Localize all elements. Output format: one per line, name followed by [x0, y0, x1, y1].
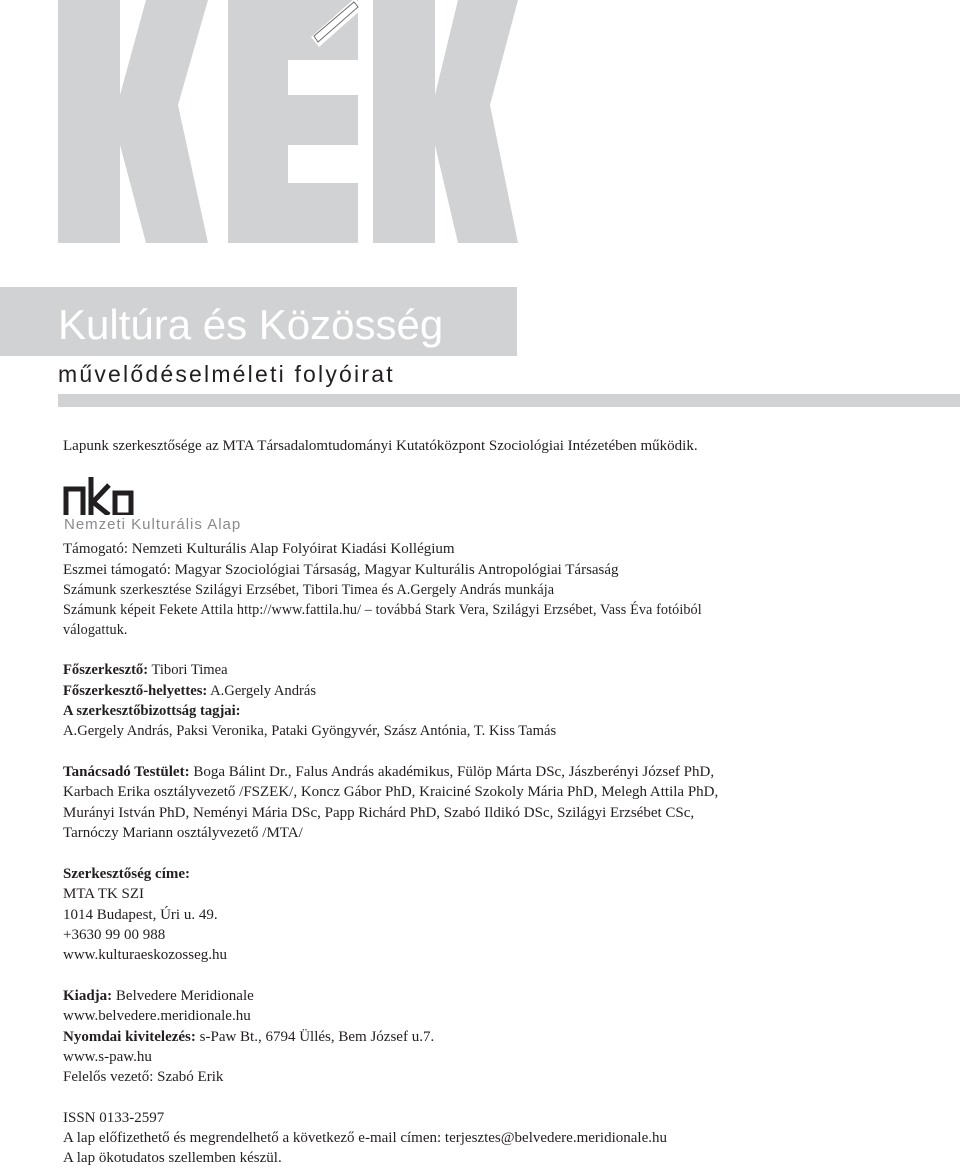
- address-label: Szerkesztőség címe:: [63, 866, 191, 882]
- intro-text: Lapunk szerkesztősége az MTA Társadalomtudományi Kutatóközpont Szociológiai Intézetében működik.: [63, 438, 698, 454]
- divider-bar: [58, 394, 960, 407]
- eco-note: A lap ökotudatos szellemben készül.: [63, 1150, 282, 1166]
- printer: Nyomdai kivitelezés: s-Paw Bt., 6794 Üllés, Bem József u.7.: [63, 1029, 435, 1045]
- address-line: MTA TK SZI: [63, 886, 145, 902]
- support-line: Számunk szerkesztése Szilágyi Erzsébet, Tibori Timea és A.Gergely András munkája: [63, 582, 555, 598]
- publisher-website: www.belvedere.meridionale.hu: [63, 1008, 251, 1024]
- kek-logo: [58, 0, 518, 243]
- address-website: www.kulturaeskozosseg.hu: [63, 947, 227, 963]
- nka-logo-icon: [63, 475, 135, 515]
- issn: ISSN 0133-2597: [63, 1110, 165, 1126]
- advisory-board: Tanácsadó Testület: Boga Bálint Dr., Falus András akadémikus, Fülöp Márta DSc, Jászberényi József PhD,: [63, 764, 715, 780]
- printer-website: www.s-paw.hu: [63, 1049, 152, 1065]
- journal-title: Kultúra és Közösség: [58, 301, 444, 348]
- address-line: 1014 Budapest, Úri u. 49.: [63, 907, 218, 923]
- deputy-editor: Főszerkesztő-helyettes: A.Gergely András: [63, 683, 317, 699]
- nka-name: Nemzeti Kulturális Alap: [64, 516, 242, 533]
- support-line: Eszmei támogató: Magyar Szociológiai Társaság, Magyar Kulturális Antropológiai Társaság: [63, 562, 619, 578]
- advisory-line: Tarnóczy Mariann osztályvezető /MTA/: [63, 825, 303, 841]
- support-line: válogattuk.: [63, 622, 128, 638]
- support-line: Támogató: Nemzeti Kulturális Alap Folyóirat Kiadási Kollégium: [63, 541, 455, 557]
- order-info: A lap előfizethető és megrendelhető a következő e-mail címen: terjesztes@belvedere.meridionale.hu: [63, 1130, 667, 1146]
- chief-editor: Főszerkesztő: Tibori Timea: [63, 662, 228, 678]
- advisory-line: Murányi István PhD, Neményi Mária DSc, Papp Richárd PhD, Szabó Ildikó DSc, Szilágyi Erzsébet CSc,: [63, 805, 695, 821]
- board-members: A.Gergely András, Paksi Veronika, Pataki Gyöngyvér, Szász Antónia, T. Kiss Tamás: [63, 723, 557, 739]
- publisher: Kiadja: Belvedere Meridionale: [63, 988, 254, 1004]
- address-phone: +3630 99 00 988: [63, 927, 166, 943]
- advisory-line: Karbach Erika osztályvezető /FSZEK/, Koncz Gábor PhD, Kraiciné Szokoly Mária PhD, Melegh Attila PhD,: [63, 784, 719, 800]
- support-line: Számunk képeit Fekete Attila http://www.fattila.hu/ – továbbá Stark Vera, Szilágyi Erzsébet, Vass Éva fotóiból: [63, 602, 702, 618]
- journal-subtitle: művelődéselméleti folyóirat: [58, 361, 395, 387]
- board-label: A szerkesztőbizottság tagjai:: [63, 703, 241, 719]
- printer-manager: Felelős vezető: Szabó Erik: [63, 1069, 224, 1085]
